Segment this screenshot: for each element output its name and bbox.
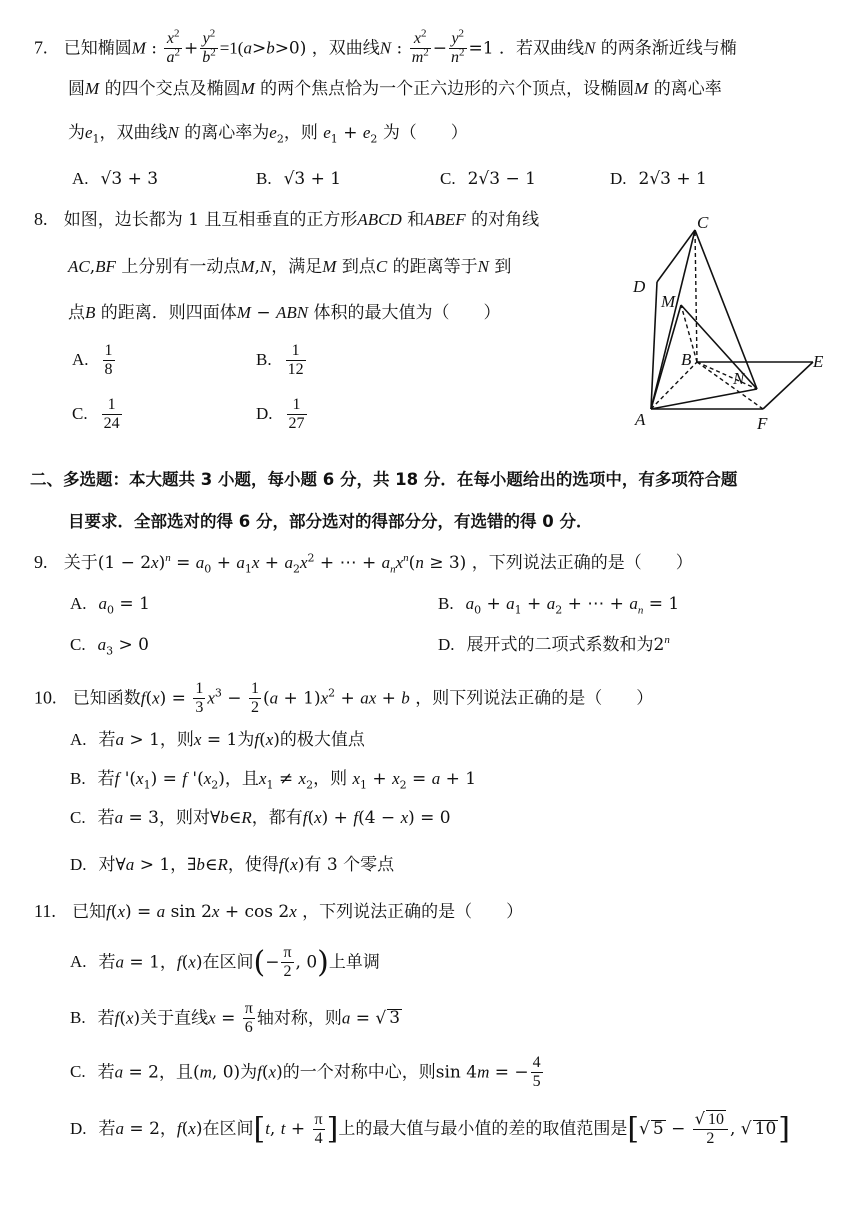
label-B: B: [681, 350, 692, 369]
q11-option-c[interactable]: C. 若a = 2，且(m, 0)为f(x)的一个对称中心，则sin 4m = − $\frac{4}{5}$: [70, 1054, 541, 1091]
q10-number: 10.: [34, 687, 57, 708]
q10-option-b[interactable]: B. 若f '$(x_1) = f$ '$(x_2)$，且$x_1 \ne x_2$，则 $x_1 + x_2 = a + 1$: [70, 769, 477, 792]
q7-line-1: 7. 已知椭圆M : $\frac{x^2}{a^2}$ + $\frac{y^2}{b^2}$ =1(a>b>0) ，双曲线N : $\frac{x^2}{m^2}$ − $\frac{y^2}{n^2}$ =1 ．若双曲线N 的两条渐近线与椭: [34, 27, 737, 67]
q8-option-a[interactable]: A. $\frac{1}{8}$: [72, 342, 113, 379]
q9-option-b[interactable]: B. $a_0 + a_1 + a_2$ + ⋯ + $a_n = 1$: [438, 594, 680, 617]
q10-option-d[interactable]: D. 对∀a > 1，∃b∈R，使得f(x)有 3 个零点: [70, 855, 395, 875]
section2-heading-line-1: 二、多选题：本大题共 3 小题，每小题 6 分，共 18 分．在每小题给出的选项中，有多项符合题: [30, 470, 738, 489]
q8-geometry-figure: [625, 212, 840, 434]
q7-option-c[interactable]: C. 2√3 − 1: [440, 169, 536, 189]
q9-option-c[interactable]: C. $a_3 > 0$: [70, 635, 149, 658]
edge-AC: [651, 230, 695, 409]
edge-FE: [763, 362, 813, 409]
q8-line-1: 8. 如图，边长都为 1 且互相垂直的正方形ABCD 和ABEF 的对角线: [34, 209, 540, 230]
label-M: M: [661, 292, 676, 311]
q8-number: 8.: [34, 209, 48, 229]
label-E: E: [813, 352, 824, 371]
q7-option-d[interactable]: D. 2√3 + 1: [610, 169, 707, 189]
q7-line-3: 为$e_1$，双曲线N 的离心率为$e_2$，则 $e_1 + e_2$ 为（ ）: [68, 123, 468, 146]
label-D: D: [633, 277, 646, 296]
q8-line-3: 点B 的距离．则四面体M − ABN 体积的最大值为（ ）: [68, 303, 501, 323]
label-A: A: [635, 410, 646, 429]
q7-number: 7.: [34, 37, 48, 58]
q10-stem: 10. 已知函数f(x) = $\frac{1}{3}$ $x^3$ − $\frac{1}{2}$ $(a + 1)x^2$ + ax + b ，则下列说法正确的是（ ）: [34, 680, 654, 717]
q7-line-2: 圆M 的四个交点及椭圆M 的两个焦点恰为一个正六边形的六个顶点，设椭圆M 的离心率: [68, 79, 722, 99]
q11-option-b[interactable]: B. 若f(x)关于直线x = $\frac{\pi}{6}$ 轴对称，则a = √ 3: [70, 1000, 401, 1037]
edge-BC-dashed: [695, 230, 697, 362]
q9-option-d[interactable]: D. 展开式的二项式系数和为2$^n$: [438, 634, 670, 655]
q8-option-c[interactable]: C. $\frac{1}{24}$: [72, 396, 120, 433]
q10-option-a[interactable]: A. 若a > 1，则x = 1为f(x)的极大值点: [70, 730, 365, 750]
section2-heading-line-2: 目要求．全部选对的得 6 分，部分选对的得部分分，有选错的得 0 分．: [68, 512, 593, 531]
q11-stem: 11. 已知f(x) = a sin 2x + cos 2x ，下列说法正确的是（ ）: [34, 901, 524, 922]
label-N: N: [733, 369, 745, 388]
label-F: F: [757, 414, 768, 433]
q10-option-c[interactable]: C. 若a = 3，则对∀b∈R，都有f(x) + f(4 − x) = 0: [70, 808, 451, 828]
q9-stem: 9. 关于$(1 - 2x)^n = a_0 + a_1x + a_2x^2$ + ⋯ + $a_nx^n(n \ge 3)$ ，下列说法正确的是（ ）: [34, 551, 693, 576]
q8-option-d[interactable]: D. $\frac{1}{27}$: [256, 396, 305, 433]
label-C: C: [697, 213, 709, 232]
q7-option-b[interactable]: B. √3 + 1: [256, 169, 342, 189]
q11-option-a[interactable]: A. 若a = 1，f(x)在区间(− $\frac{\pi}{2}$ , 0)上单调: [70, 944, 380, 981]
q8-line-2: AC,BF 上分别有一动点M,N，满足M 到点C 的距离等于N 到: [68, 257, 512, 277]
q11-option-d[interactable]: D. 若a = 2，f(x)在区间[t, t + $\frac{\pi}{4}$ ]上的最大值与最小值的差的取值范围是[√ 5 − $\frac{√ 10}{2}$ , √ 10]: [70, 1109, 790, 1148]
q7-option-a[interactable]: A. √3 + 3: [72, 169, 159, 189]
q9-option-a[interactable]: A. $a_0 = 1$: [70, 594, 150, 617]
q11-number: 11.: [34, 901, 56, 921]
q8-option-b[interactable]: B. $\frac{1}{12}$: [256, 342, 304, 379]
q9-number: 9.: [34, 552, 48, 572]
